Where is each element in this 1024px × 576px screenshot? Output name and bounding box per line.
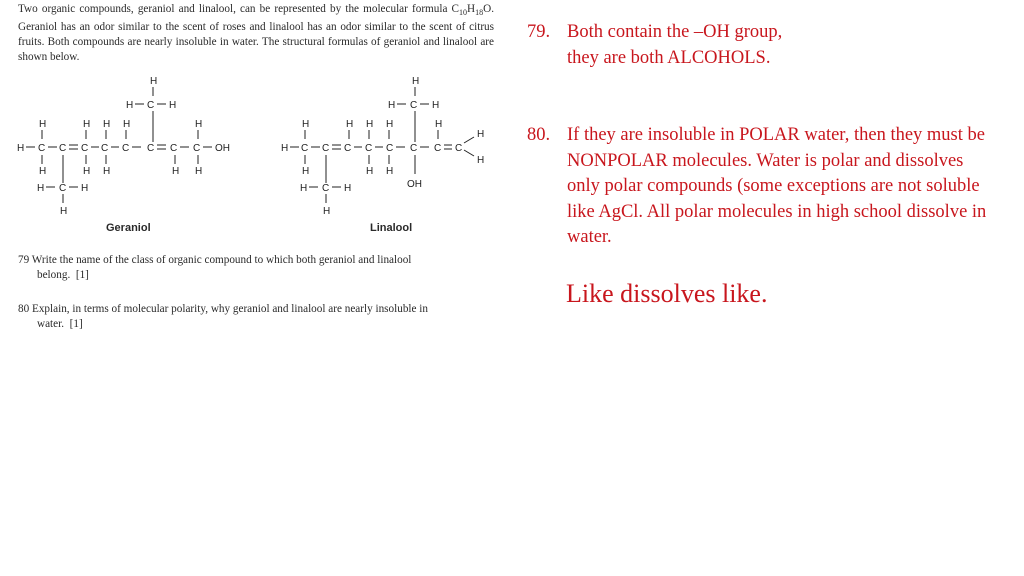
svg-text:H: H — [300, 183, 308, 194]
answer-number: 80. — [527, 125, 551, 145]
svg-text:C: C — [344, 143, 352, 154]
svg-text:C: C — [147, 143, 155, 154]
svg-text:C: C — [365, 143, 373, 154]
svg-text:C: C — [322, 183, 330, 194]
answer-text: If they are insoluble in POLAR water, then they must be NONPOLAR molecules. Water is polar and dissolves only polar compounds (some exceptions are not soluble like AgCl. All polar molecules in high school dissolve in water. — [567, 125, 987, 248]
svg-text:H: H — [302, 119, 310, 130]
svg-text:C: C — [170, 143, 178, 154]
svg-text:H: H — [477, 129, 485, 140]
oh-group: OH — [215, 143, 230, 154]
svg-text:C: C — [410, 143, 418, 154]
intro-text-2: H — [467, 3, 476, 15]
geraniol-structure — [14, 72, 244, 222]
question-79 — [18, 253, 496, 282]
svg-text:C: C — [193, 143, 201, 154]
intro-text-1: Two organic compounds, geraniol and linalool, can be represented by the molecular formula C — [18, 3, 460, 15]
svg-text:H: H — [39, 166, 47, 177]
intro-paragraph — [18, 2, 494, 65]
answer-text — [567, 20, 987, 71]
svg-text:C: C — [434, 143, 442, 154]
svg-text:H: H — [123, 119, 131, 130]
svg-text:H: H — [386, 119, 394, 130]
svg-text:C: C — [410, 100, 418, 111]
answer-line-1: Both contain the –OH group, — [567, 22, 783, 42]
svg-text:H: H — [386, 166, 394, 177]
question-text: Explain, in terms of molecular polarity, why geraniol and linalool are nearly insoluble in — [31, 303, 428, 315]
svg-text:H: H — [103, 166, 111, 177]
svg-text:C: C — [81, 143, 89, 154]
svg-text:H: H — [346, 119, 354, 130]
geraniol-caption: Geraniol — [106, 222, 151, 234]
answer-80 — [527, 123, 997, 253]
linalool-structure — [280, 72, 510, 222]
question-number: 79 — [18, 254, 30, 266]
svg-text:H: H — [477, 155, 485, 166]
question-80 — [18, 302, 496, 331]
atom-h: H — [169, 100, 177, 111]
question-mark: [1] — [75, 268, 89, 281]
svg-text:C: C — [101, 143, 109, 154]
svg-text:C: C — [386, 143, 394, 154]
svg-text:H: H — [17, 143, 25, 154]
linalool-caption: Linalool — [370, 222, 413, 234]
svg-text:H: H — [412, 76, 420, 87]
svg-text:H: H — [195, 166, 203, 177]
svg-text:C: C — [38, 143, 46, 154]
svg-text:C: C — [59, 183, 67, 194]
atom-h: H — [126, 100, 134, 111]
svg-text:H: H — [366, 166, 374, 177]
svg-text:C: C — [455, 143, 463, 154]
svg-text:C: C — [301, 143, 309, 154]
answer-79 — [527, 20, 997, 72]
svg-text:H: H — [323, 206, 331, 217]
oh-group: OH — [407, 179, 422, 190]
svg-text:H: H — [83, 166, 91, 177]
svg-text:H: H — [302, 166, 310, 177]
intro-sub-1: 10 — [459, 8, 468, 18]
svg-text:H: H — [60, 206, 68, 217]
svg-text:H: H — [103, 119, 111, 130]
svg-text:C: C — [59, 143, 67, 154]
svg-text:H: H — [172, 166, 180, 177]
question-number: 80 — [18, 303, 30, 315]
intro-text-3: O. Geraniol has an odor similar to the scent of roses and linalool has an odor similar to the scent of citrus fruits. Both compounds are nearly insoluble in water. The structural formulas of geraniol and linalool are shown below. — [18, 3, 494, 64]
svg-text:H: H — [344, 183, 352, 194]
question-text-cont: belong. — [37, 268, 71, 281]
atom-h: H — [150, 76, 158, 87]
svg-text:C: C — [322, 143, 330, 154]
intro-sub-2: 18 — [475, 8, 484, 18]
svg-text:H: H — [37, 183, 45, 194]
svg-text:H: H — [83, 119, 91, 130]
question-text-cont: water. — [37, 317, 65, 330]
question-text: Write the name of the class of organic compound to which both geraniol and linalool — [31, 254, 412, 266]
svg-text:H: H — [366, 119, 374, 130]
svg-text:H: H — [195, 119, 203, 130]
question-mark: [1] — [69, 317, 83, 330]
svg-text:H: H — [432, 100, 440, 111]
answer-number: 79. — [527, 22, 551, 42]
svg-text:H: H — [388, 100, 396, 111]
svg-text:H: H — [435, 119, 443, 130]
svg-text:H: H — [81, 183, 89, 194]
svg-text:H: H — [39, 119, 47, 130]
summary-text: Like dissolves like. — [566, 279, 768, 308]
svg-text:C: C — [122, 143, 130, 154]
atom-c: C — [147, 100, 155, 111]
svg-text:H: H — [281, 143, 289, 154]
answer-line-2: they are both ALCOHOLS. — [567, 47, 771, 68]
